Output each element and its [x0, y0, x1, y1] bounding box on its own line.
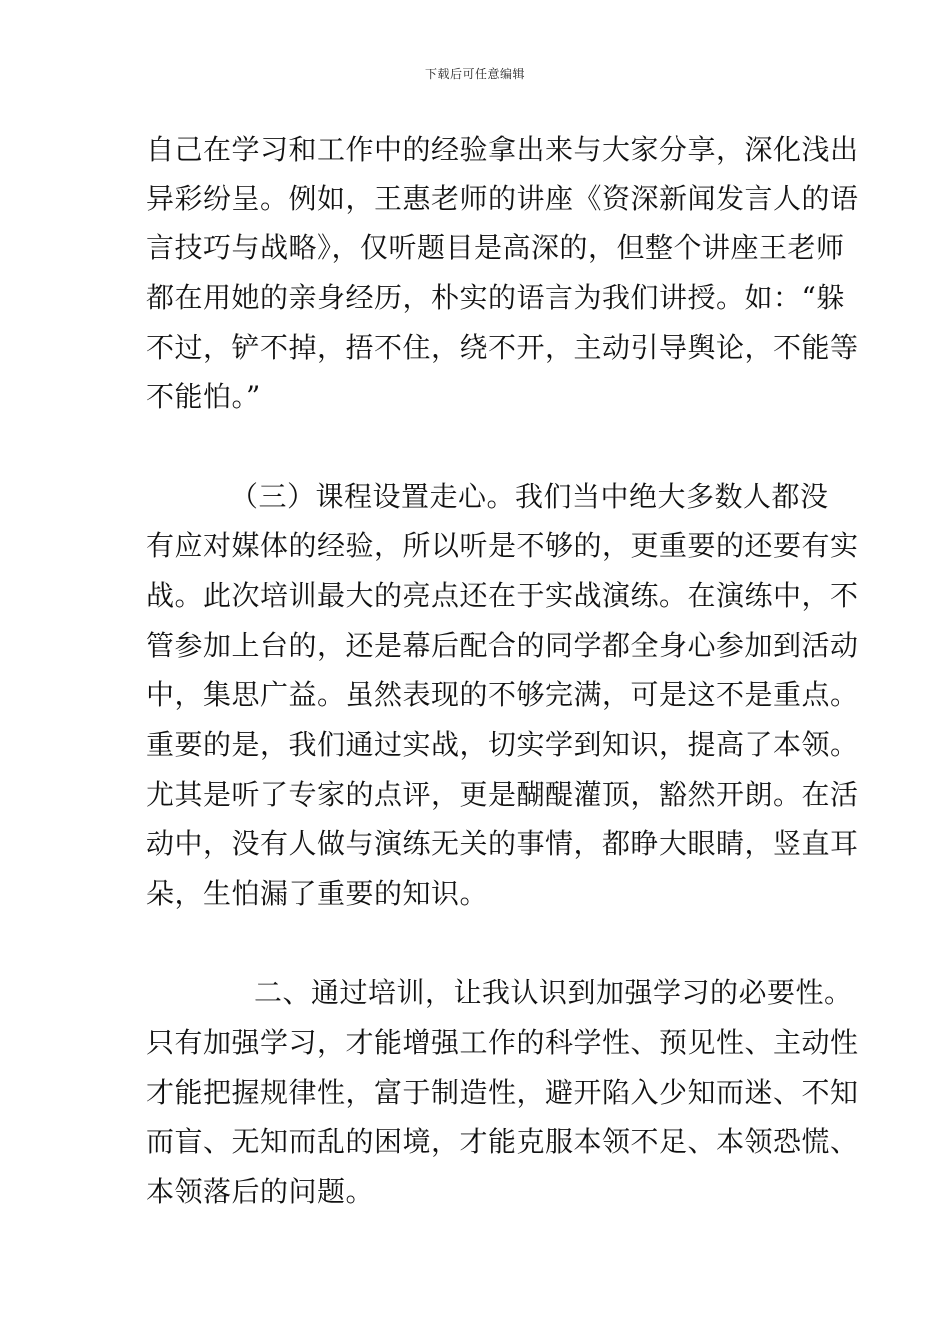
text-line: 尤其是听了专家的点评，更是醐醍灌顶，豁然开朗。在活 — [146, 778, 859, 811]
text-line: （三）课程设置走心。我们当中绝大多数人都没 — [230, 480, 829, 513]
text-line: 管参加上台的，还是幕后配合的同学都全身心参加到活动 — [146, 629, 859, 662]
text-line: 只有加强学习，才能增强工作的科学性、预见性、主动性 — [146, 1026, 859, 1059]
text-line: 异彩纷呈。例如，王惠老师的讲座《资深新闻发言人的语 — [146, 182, 859, 215]
text-line: 朵，生怕漏了重要的知识。 — [146, 877, 489, 910]
text-line: 言技巧与战略》，仅听题目是高深的，但整个讲座王老师 — [146, 231, 845, 264]
text-line: 有应对媒体的经验，所以听是不够的，更重要的还要有实 — [146, 529, 859, 562]
page-header: 下载后可任意编辑 — [424, 67, 525, 81]
text-line: 自己在学习和工作中的经验拿出来与大家分享，深化浅出 — [146, 133, 859, 166]
text-line: 不过，铲不掉，捂不住，绕不开，主动引导舆论，不能等 — [146, 331, 859, 364]
text-line: 才能把握规律性，富于制造性，避开陷入少知而迷、不知 — [146, 1076, 859, 1109]
text-line: 战。此次培训最大的亮点还在于实战演练。在演练中，不 — [146, 579, 859, 612]
text-line: 重要的是，我们通过实战，切实学到知识，提高了本领。 — [146, 728, 859, 761]
text-line: 动中，没有人做与演练无关的事情，都睁大眼睛，竖直耳 — [146, 827, 859, 860]
text-line: 二、通过培训，让我认识到加强学习的必要性。 — [254, 976, 853, 1009]
text-line: 而盲、无知而乱的困境，才能克服本领不足、本领恐慌、 — [146, 1125, 859, 1158]
text-line: 中，集思广益。虽然表现的不够完满，可是这不是重点。 — [146, 678, 859, 711]
text-line: 本领落后的问题。 — [146, 1175, 375, 1208]
text-line: 不能怕。” — [146, 380, 261, 413]
text-line: 都在用她的亲身经历，朴实的语言为我们讲授。如：“躲 — [146, 281, 845, 314]
